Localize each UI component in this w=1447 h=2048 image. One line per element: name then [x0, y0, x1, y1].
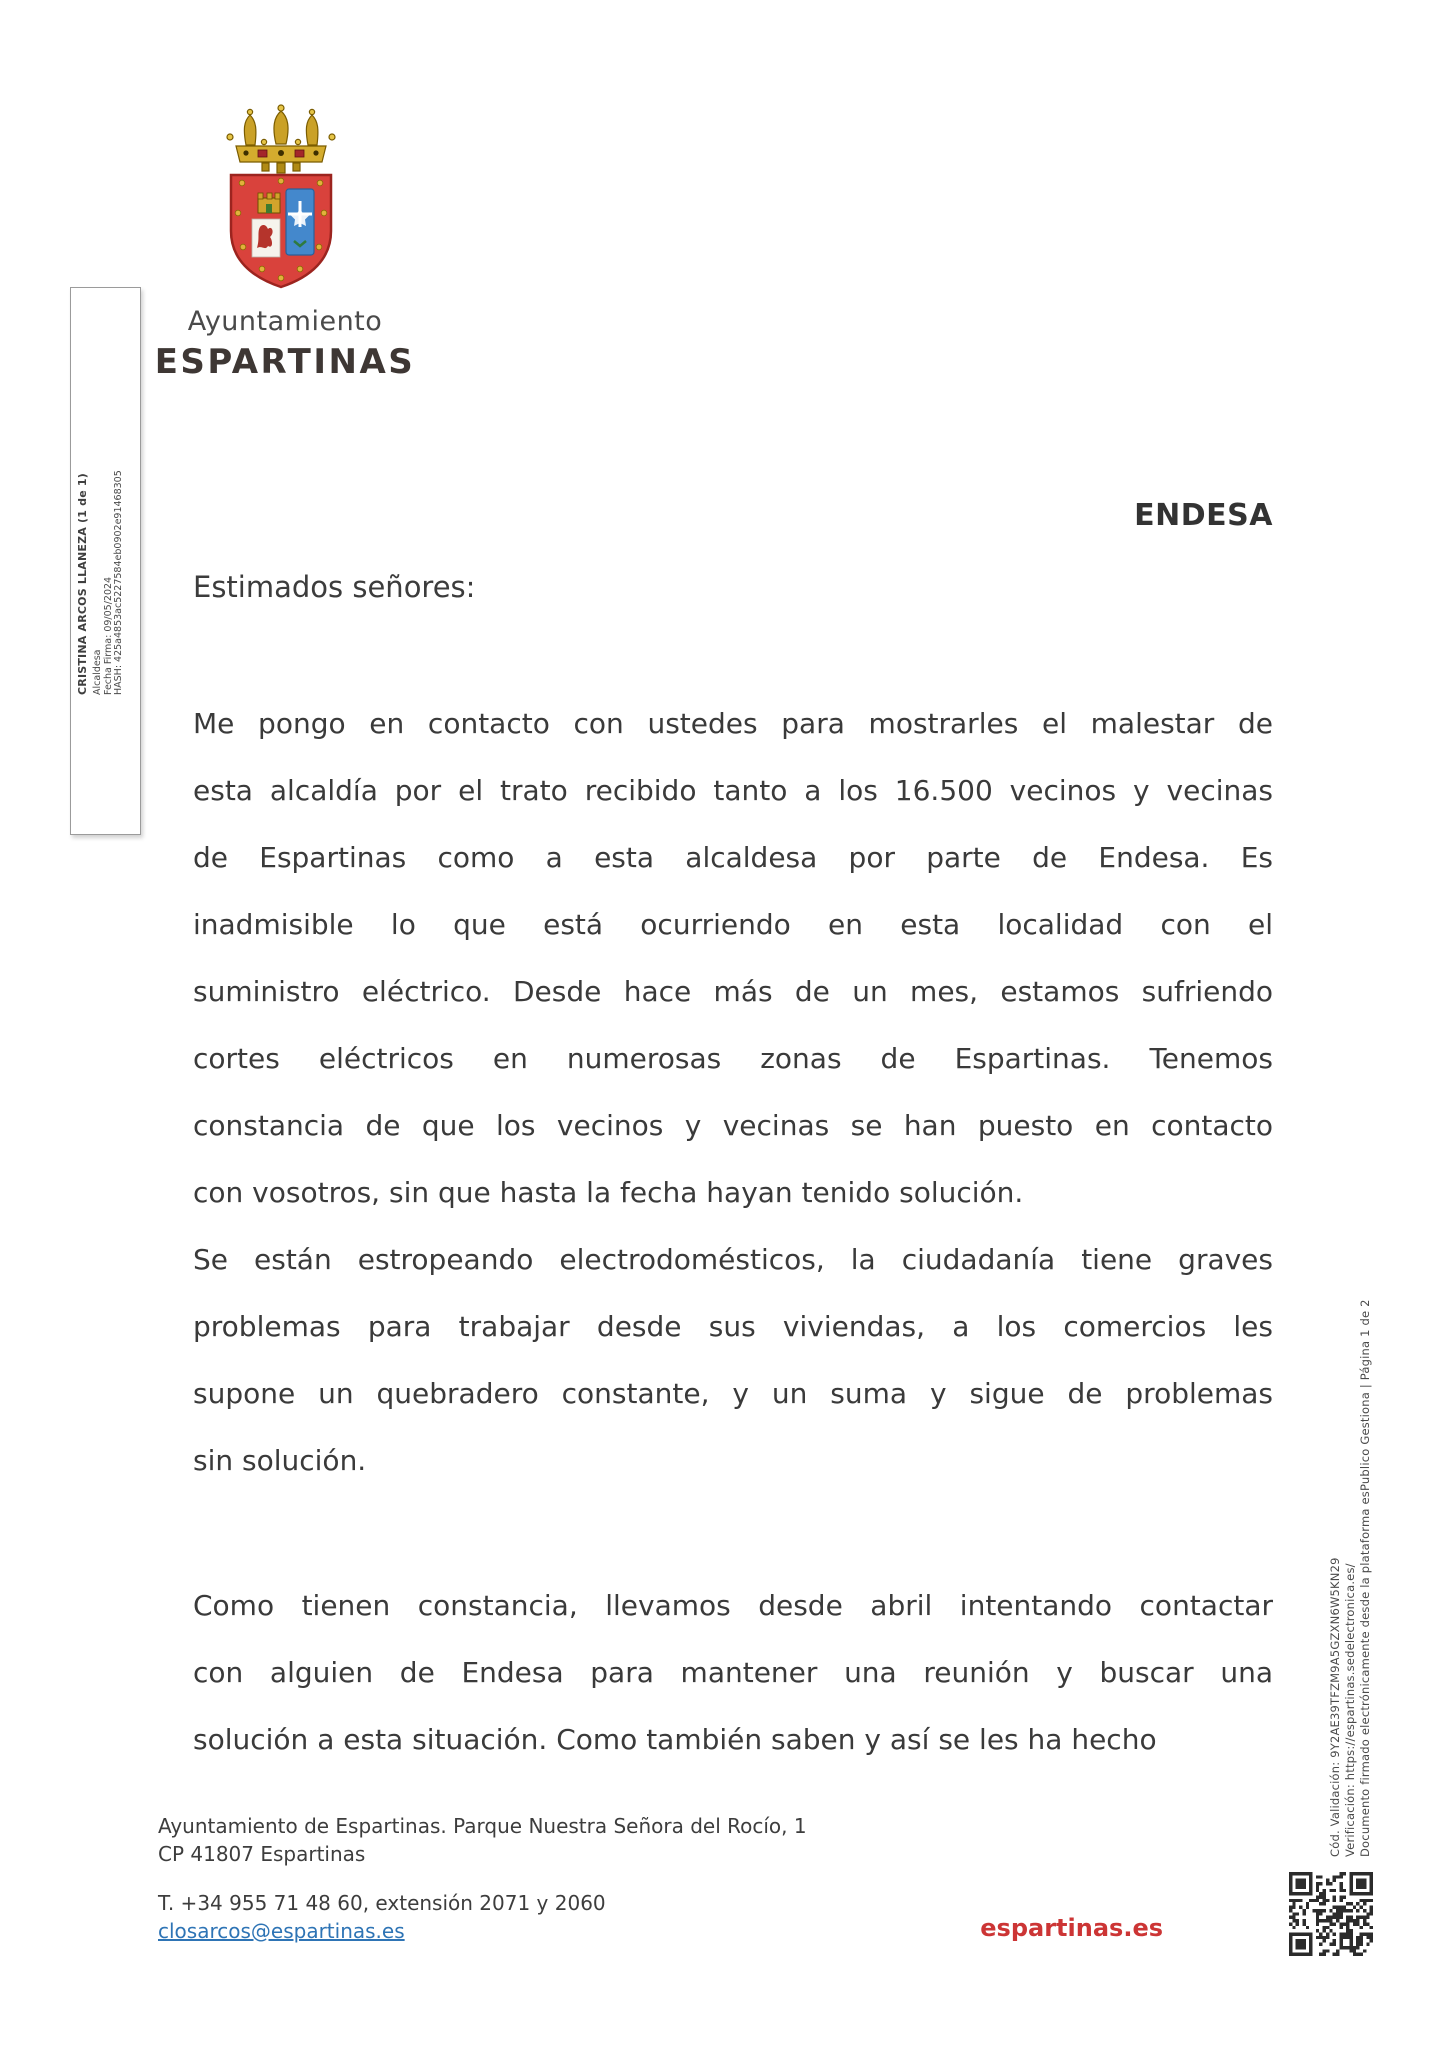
org-name-line2: ESPARTINAS	[154, 342, 416, 382]
letter-line: inadmisible lo que está ocurriendo en esta localidad con el	[193, 908, 1273, 941]
letter-line: Se están estropeando electrodomésticos, la ciudadanía tiene graves	[193, 1243, 1273, 1276]
letter-line: de Espartinas como a esta alcaldesa por parte de Endesa. Es	[193, 841, 1273, 874]
letter-line: Me pongo en contacto con ustedes para mostrarles el malestar de	[193, 707, 1273, 740]
letter-line: cortes eléctricos en numerosas zonas de Espartinas. Tenemos	[193, 1042, 1273, 1075]
validation-sidebar	[1328, 1240, 1374, 1857]
letter-line: esta alcaldía por el trato recibido tanto a los 16.500 vecinos y vecinas	[193, 774, 1273, 807]
footer-address-line2: CP 41807 Espartinas	[158, 1842, 366, 1866]
qr-code	[1289, 1872, 1373, 1956]
letter-paragraphs-2	[193, 1572, 1273, 1773]
signed-document-note: Documento firmado electrónicamente desde la plataforma esPublico Gestiona | Página 1 de 2	[1358, 1299, 1372, 1857]
footer-phone: T. +34 955 71 48 60, extensión 2071 y 2060	[158, 1891, 606, 1915]
letter-paragraphs-1	[193, 690, 1273, 1494]
validation-code: Cód. Validación: 9Y2AE39TFZM9A5GZXN6W5KN29	[1328, 1557, 1342, 1857]
letter-line: supone un quebradero constante, y un suma y sigue de problemas	[193, 1377, 1273, 1410]
salutation: Estimados señores:	[193, 570, 476, 604]
signature-stamp-text	[70, 287, 139, 833]
org-name-line1: Ayuntamiento	[187, 306, 383, 337]
signature-hash: HASH: 425a4853ac5227584eb0902e91468305	[113, 470, 124, 695]
letter-line: constancia de que los vecinos y vecinas se han puesto en contacto	[193, 1109, 1273, 1142]
letter-line: solución a esta situación. Como también saben y así se les ha hecho	[193, 1723, 1157, 1756]
espartinas-coat-of-arms-icon	[222, 101, 340, 289]
recipient-heading: ENDESA	[1134, 498, 1273, 533]
footer-address-line1: Ayuntamiento de Espartinas. Parque Nuestra Señora del Rocío, 1	[158, 1814, 807, 1838]
footer-email-link[interactable]: closarcos@espartinas.es	[158, 1919, 405, 1943]
letter-line: suministro eléctrico. Desde hace más de un mes, estamos sufriendo	[193, 975, 1273, 1008]
letter-line: sin solución.	[193, 1444, 367, 1477]
letter-line: con vosotros, sin que hasta la fecha hayan tenido solución.	[193, 1176, 1024, 1209]
signer-name: CRISTINA ARCOS LLANEZA (1 de 1)	[76, 473, 89, 695]
signature-date: Fecha Firma: 09/05/2024	[102, 576, 114, 695]
signer-role: Alcaldesa	[92, 649, 103, 695]
letter-line: Como tienen constancia, llevamos desde abril intentando contactar	[193, 1589, 1273, 1622]
letter-line: problemas para trabajar desde sus viviendas, a los comercios les	[193, 1310, 1273, 1343]
letter-line: con alguien de Endesa para mantener una reunión y buscar una	[193, 1656, 1273, 1689]
footer-website-link[interactable]: espartinas.es	[980, 1914, 1163, 1942]
verification-url: Verificación: https://espartinas.sedelectronica.es/	[1343, 1563, 1357, 1857]
